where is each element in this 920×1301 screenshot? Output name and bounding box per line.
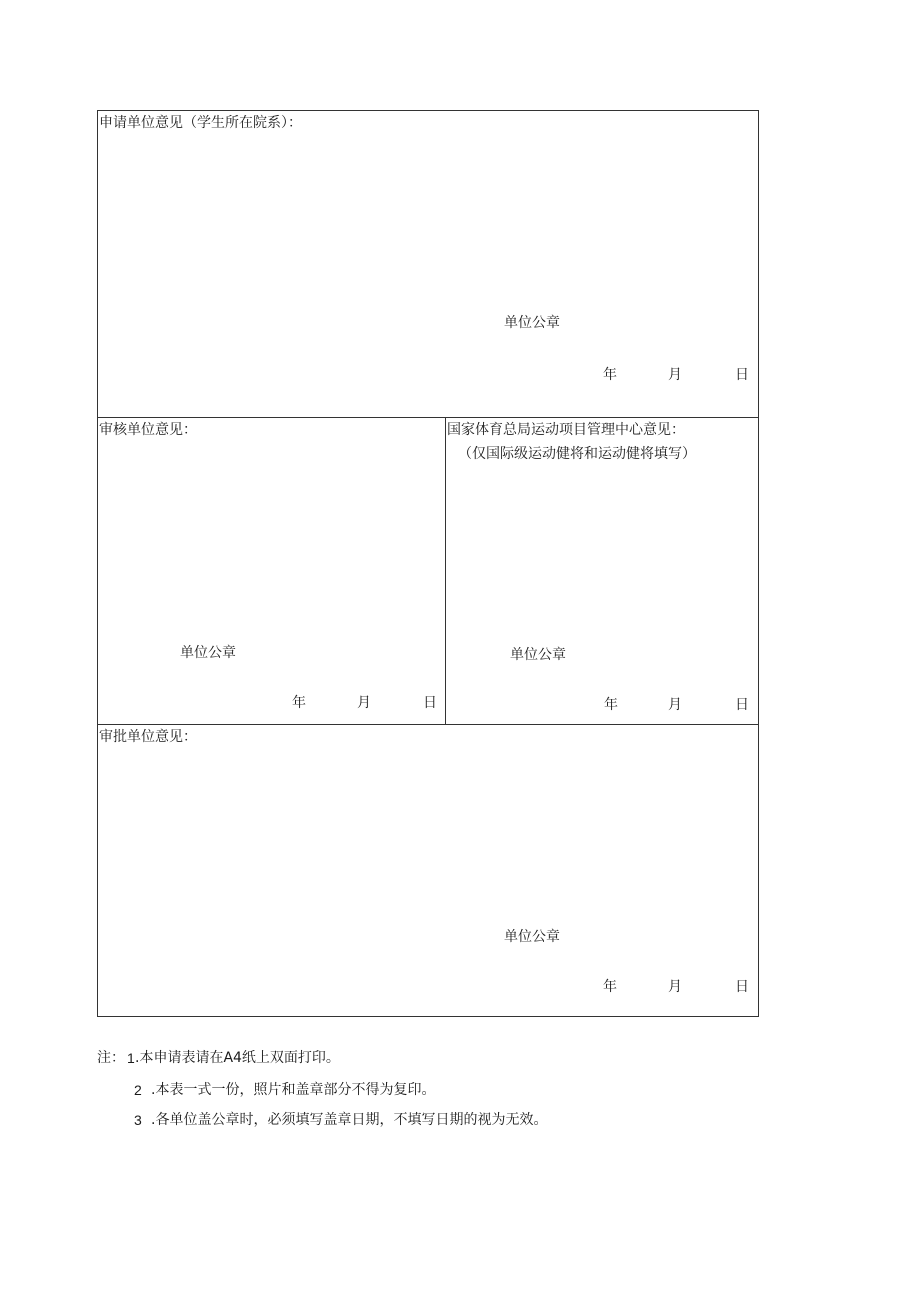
sports-center-day-label: 日 bbox=[735, 697, 749, 713]
note-text-1: .本申请表请在A4纸上双面打印。 bbox=[135, 1050, 340, 1066]
review-month-label: 月 bbox=[357, 695, 371, 711]
opinion-form-table bbox=[97, 110, 759, 1017]
review-opinion-label: 审核单位意见： bbox=[99, 422, 197, 438]
approval-year-label: 年 bbox=[603, 979, 617, 995]
applicant-seal-label: 单位公章 bbox=[504, 315, 560, 331]
review-day-label: 日 bbox=[423, 695, 437, 711]
sports-center-year-label: 年 bbox=[604, 697, 618, 713]
applicant-year-label: 年 bbox=[603, 367, 617, 383]
applicant-day-label: 日 bbox=[735, 367, 749, 383]
approval-opinion-cell[interactable] bbox=[98, 725, 758, 1016]
sports-center-month-label: 月 bbox=[668, 697, 682, 713]
note-text-2: .本表一式一份，照片和盖章部分不得为复印。 bbox=[151, 1082, 436, 1098]
sports-center-seal-label: 单位公章 bbox=[510, 647, 566, 663]
sports-center-opinion-label: 国家体育总局运动项目管理中心意见： bbox=[447, 422, 685, 438]
approval-month-label: 月 bbox=[668, 979, 682, 995]
note-number-3: 3 bbox=[134, 1112, 142, 1128]
applicant-opinion-label: 申请单位意见（学生所在院系）： bbox=[99, 115, 302, 131]
sports-center-opinion-sublabel: （仅国际级运动健将和运动健将填写） bbox=[458, 446, 696, 462]
review-year-label: 年 bbox=[292, 695, 306, 711]
applicant-opinion-cell[interactable] bbox=[98, 111, 758, 418]
approval-seal-label: 单位公章 bbox=[504, 929, 560, 945]
review-seal-label: 单位公章 bbox=[180, 645, 236, 661]
applicant-month-label: 月 bbox=[668, 367, 682, 383]
note-text-3: .各单位盖公章时，必须填写盖章日期，不填写日期的视为无效。 bbox=[151, 1112, 548, 1128]
sports-center-opinion-cell[interactable] bbox=[446, 418, 758, 725]
note-number-2: 2 bbox=[134, 1082, 142, 1098]
note-number-1: 1 bbox=[127, 1050, 135, 1066]
approval-day-label: 日 bbox=[735, 979, 749, 995]
notes-prefix: 注： bbox=[97, 1050, 125, 1066]
review-opinion-cell[interactable] bbox=[98, 418, 446, 725]
approval-opinion-label: 审批单位意见： bbox=[99, 729, 197, 745]
